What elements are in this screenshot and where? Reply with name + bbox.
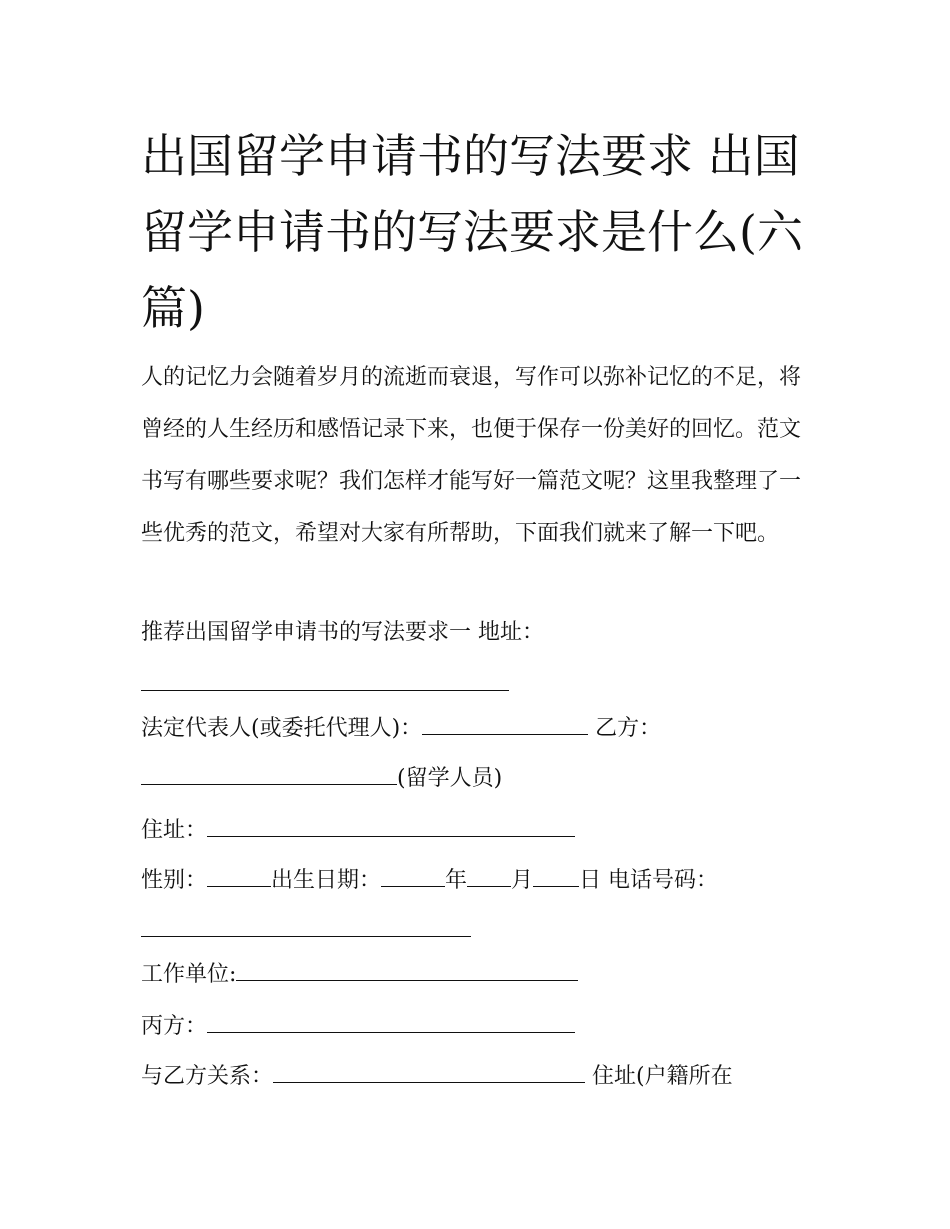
month-label: 月	[511, 868, 534, 893]
year-blank[interactable]	[381, 864, 445, 887]
birth-label: 出生日期：	[271, 868, 382, 893]
document-title: 出国留学申请书的写法要求 出国留学申请书的写法要求是什么(六篇)	[141, 129, 803, 335]
party-b-address-blank[interactable]	[207, 814, 575, 837]
relation-line	[141, 1060, 733, 1092]
legal-rep-line	[141, 712, 661, 744]
relation-label: 与乙方关系：	[141, 1064, 274, 1089]
address-blank[interactable]	[141, 660, 509, 691]
day-phone-label: 日 电话号码：	[579, 868, 719, 893]
work-unit-line	[141, 958, 578, 990]
work-unit-label: 工作单位:	[141, 962, 237, 987]
domicile-label: 住址(户籍所在	[592, 1064, 733, 1089]
phone-blank[interactable]	[141, 906, 471, 937]
address-blank-line	[141, 660, 509, 691]
gender-birth-line	[141, 864, 718, 896]
address-label: 住址：	[141, 818, 208, 843]
party-c-line	[141, 1010, 575, 1042]
party-b-blank[interactable]	[141, 762, 397, 785]
party-c-label: 丙方：	[141, 1014, 208, 1039]
work-unit-blank[interactable]	[236, 958, 578, 981]
relation-blank[interactable]	[273, 1060, 585, 1083]
party-c-blank[interactable]	[207, 1010, 575, 1033]
day-blank[interactable]	[533, 864, 579, 887]
section-heading: 推荐出国留学申请书的写法要求一 地址：	[141, 620, 544, 645]
legal-rep-label: 法定代表人(或委托代理人)：	[141, 716, 423, 741]
party-b-label: 乙方：	[595, 716, 662, 741]
party-b-address-line	[141, 814, 575, 846]
month-blank[interactable]	[467, 864, 511, 887]
gender-blank[interactable]	[207, 864, 271, 887]
legal-rep-blank[interactable]	[422, 712, 588, 735]
phone-blank-line	[141, 906, 471, 937]
party-b-line	[141, 762, 502, 794]
student-label: (留学人员)	[397, 766, 503, 791]
section-heading-line	[141, 618, 544, 648]
gender-label: 性别：	[141, 868, 208, 893]
year-label: 年	[445, 868, 468, 893]
intro-paragraph: 人的记忆力会随着岁月的流逝而衰退，写作可以弥补记忆的不足，将曾经的人生经历和感悟记录下来，也便于保存一份美好的回忆。范文书写有哪些要求呢？我们怎样才能写好一篇范文呢？这里我整理了一些优秀的范文，希望对大家有所帮助，下面我们就来了解一下吧。	[141, 365, 802, 546]
